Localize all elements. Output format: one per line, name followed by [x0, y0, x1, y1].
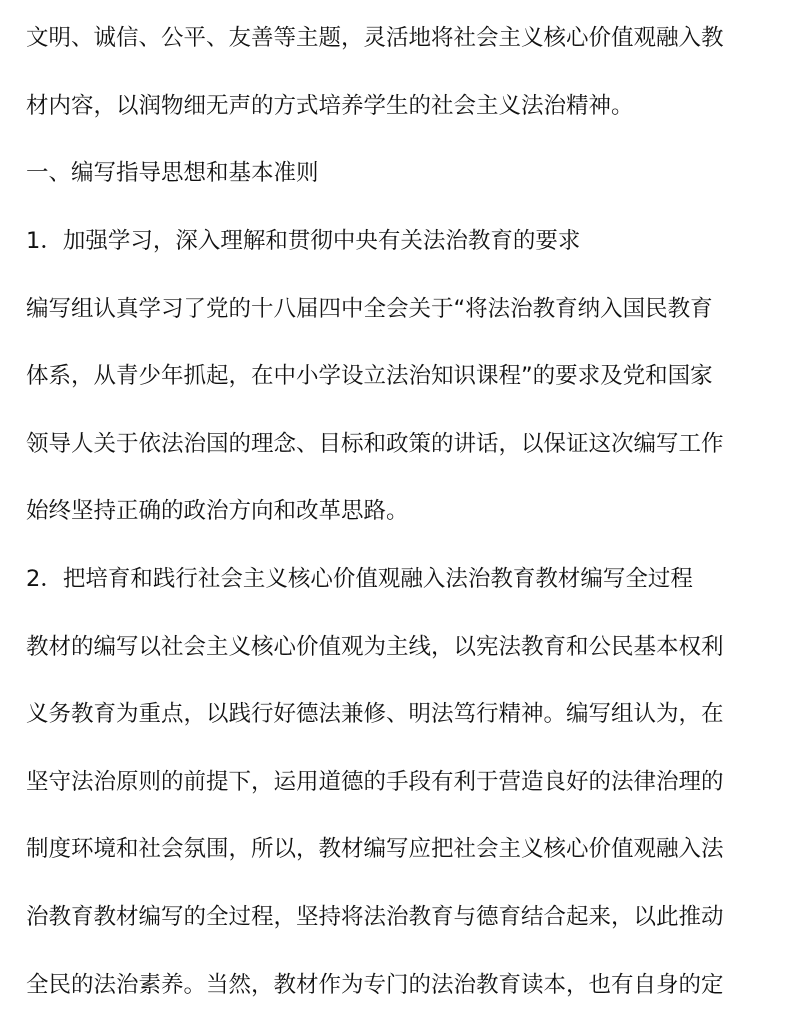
section-heading: 一、编写指导思想和基本准则 — [26, 160, 319, 186]
text-line: 教材的编写以社会主义核心价值观为主线，以宪法教育和公民基本权利 — [26, 634, 724, 660]
text-line: 始终坚持正确的政治方向和改革思路。 — [26, 498, 409, 524]
subsection-heading: 2．把培育和践行社会主义核心价值观融入法治教育教材编写全过程 — [26, 566, 693, 592]
text-line: 材内容，以润物细无声的方式培养学生的社会主义法治精神。 — [26, 93, 634, 119]
subsection-heading: 1．加强学习，深入理解和贯彻中央有关法治教育的要求 — [26, 228, 581, 254]
text-line: 坚守法治原则的前提下，运用道德的手段有利于营造良好的法律治理的 — [26, 769, 724, 795]
text-line: 制度环境和社会氛围，所以，教材编写应把社会主义核心价值观融入法 — [26, 836, 724, 862]
text-line: 全民的法治素养。当然，教材作为专门的法治教育读本，也有自身的定 — [26, 972, 724, 998]
text-line: 义务教育为重点，以践行好德法兼修、明法笃行精神。编写组认为，在 — [26, 701, 724, 727]
text-line: 治教育教材编写的全过程，坚持将法治教育与德育结合起来，以此推动 — [26, 904, 724, 930]
text-line: 编写组认真学习了党的十八届四中全会关于“将法治教育纳入国民教育 — [26, 296, 713, 322]
text-line: 领导人关于依法治国的理念、目标和政策的讲话，以保证这次编写工作 — [26, 431, 724, 457]
text-line: 文明、诚信、公平、友善等主题，灵活地将社会主义核心价值观融入教 — [26, 25, 724, 51]
text-line: 体系，从青少年抓起，在中小学设立法治知识课程”的要求及党和国家 — [26, 363, 713, 389]
